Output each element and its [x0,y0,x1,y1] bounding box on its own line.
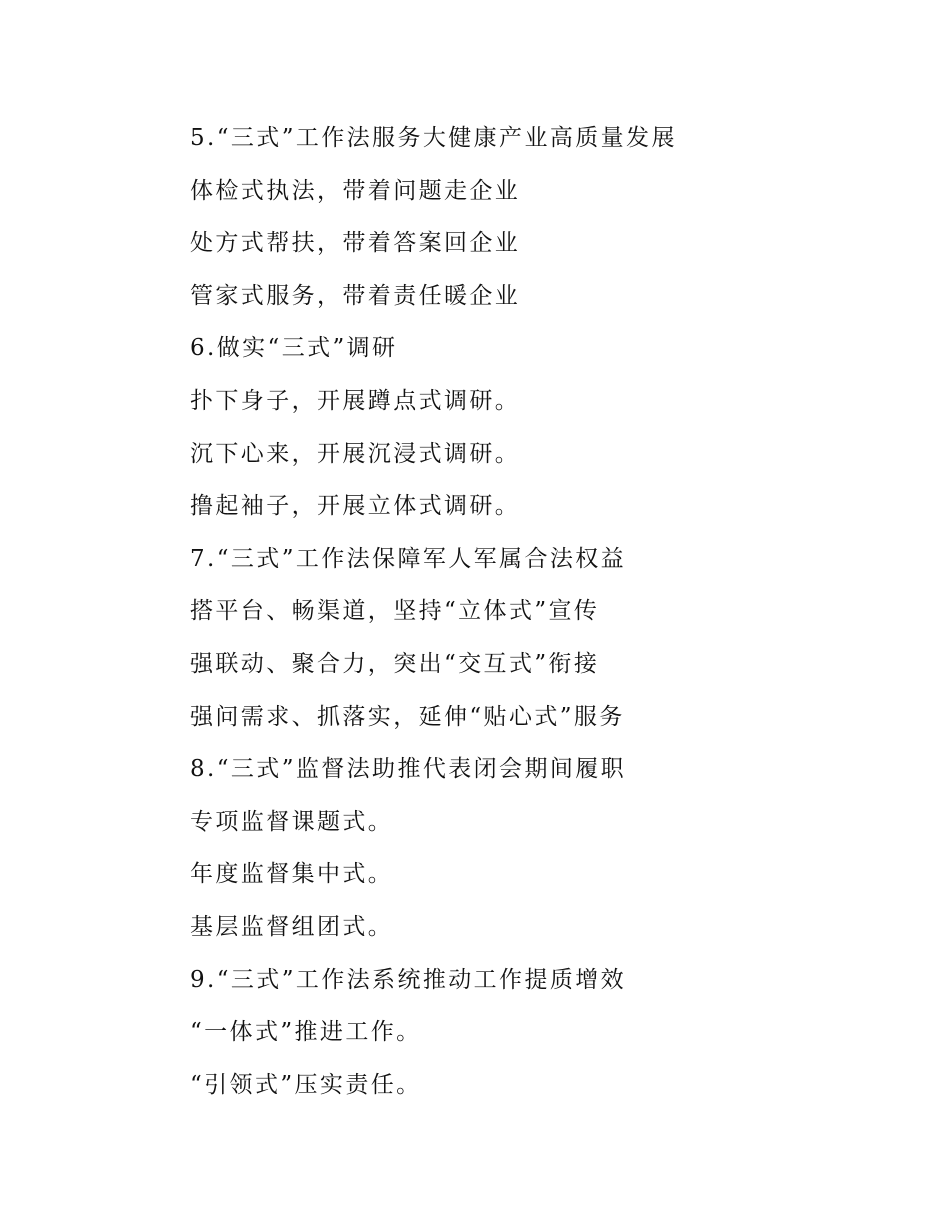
text-line: 搭平台、畅渠道，坚持“立体式”宣传 [190,598,600,625]
text-line: 处方式帮扶，带着答案回企业 [190,230,521,257]
document-body [190,112,890,1111]
text-line: “引领式”压实责任。 [190,1071,422,1098]
text-line: 体检式执法，带着问题走企业 [190,177,521,204]
text-line: 专项监督课题式。 [190,808,394,835]
text-line: 强问需求、抓落实，延伸“贴心式”服务 [190,703,625,730]
heading-item-9: 9.“三式”工作法系统推动工作提质增效 [190,966,627,993]
text-line: 撸起袖子，开展立体式调研。 [190,493,521,520]
text-line: 基层监督组团式。 [190,913,394,940]
heading-item-6: 6.做实“三式”调研 [190,335,398,362]
heading-item-5: 5.“三式”工作法服务大健康产业高质量发展 [190,125,677,151]
text-line: 沉下心来，开展沉浸式调研。 [190,440,521,467]
text-line: 扑下身子，开展蹲点式调研。 [190,387,521,414]
heading-item-7: 7.“三式”工作法保障军人军属合法权益 [190,545,627,572]
text-line: 管家式服务，带着责任暖企业 [190,282,521,309]
heading-item-8: 8.“三式”监督法助推代表闭会期间履职 [190,756,627,783]
text-line: 强联动、聚合力，突出“交互式”衔接 [190,650,600,677]
text-line: “一体式”推进工作。 [190,1019,422,1046]
text-line: 年度监督集中式。 [190,861,394,888]
